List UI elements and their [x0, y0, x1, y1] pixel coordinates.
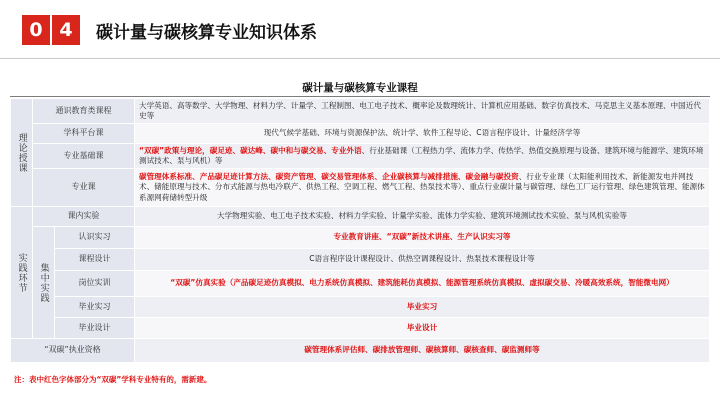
table-row [11, 99, 710, 124]
row-content [135, 99, 710, 124]
row-content: 毕业设计 [135, 318, 710, 339]
row-name: 毕业实习 [55, 297, 135, 318]
row-content: 碳管理体系评估师、碳排放管理师、碳核算师、碳核查师、碳监测师等 [135, 339, 710, 363]
category-practice: 实践环节 [11, 207, 33, 339]
table-row [11, 207, 710, 227]
row-name: 课程设计 [55, 249, 135, 271]
row-content [135, 124, 710, 144]
content-text: 、行业专业课（太阳能利用技术、新能源发电并网技术、储能原理与技术、分布式能源与热电冷联产、供热工程、空调工程、燃气工程、热泵技术等）、重点行业碳计量与碳管理、绿色工厂运行管理、绿色建筑管理、能源体系源网荷储转型升级 [139, 172, 705, 202]
content-text: 现代气候学基础、环境与资源保护法、统计学、软件工程导论、C语言程序设计、计量经济学等 [263, 128, 581, 138]
slide-title: 碳计量与碳核算专业知识体系 [96, 23, 317, 43]
table-title-underline [10, 96, 710, 97]
content-text: 大学英语、高等数学、大学物理、材料力学、计量学、工程制图、电工电子技术、概率论及数理统计、计算机应用基础、数字仿真技术、马克思主义基本原理、中国近代史等 [139, 100, 701, 120]
table-row [11, 124, 710, 144]
row-content: C语言程序设计课程设计、供热空调课程设计、热泵技术课程设计等 [135, 249, 710, 271]
table-row [11, 144, 710, 169]
slide-header [0, 0, 720, 60]
row-name: 认识实习 [55, 227, 135, 249]
table-row [11, 297, 710, 318]
footnote: 注：表中红色字体部分为“双碳”学科专业特有的，需新建。 [14, 375, 212, 384]
table-row [11, 318, 710, 339]
table-row [11, 249, 710, 271]
section-number-left: 0 [29, 19, 43, 41]
content-text-highlight: “双碳”政策与理论，碳足迹、碳达峰、碳中和与碳交易、专业外语 [139, 145, 362, 155]
table-row [11, 169, 710, 207]
row-name: 岗位实训 [55, 271, 135, 297]
table-row [11, 227, 710, 249]
content-text-highlight: 碳管理体系标准、产品碳足迹计算方法、碳资产管理、碳交易管理体系、企业碳核算与减排措施、碳金融与碳投资 [139, 172, 519, 182]
row-content: 大学物理实验、电工电子技术实验、材料力学实验、计量学实验、流体力学实验、建筑环境测试技术实验、泵与风机实验等 [135, 207, 710, 227]
header-divider [0, 58, 720, 59]
row-content: 专业教育讲座、“双碳”新技术讲座、生产认识实习等 [135, 227, 710, 249]
row-content: “双碳”仿真实验（产品碳足迹仿真模拟、电力系统仿真模拟、建筑能耗仿真模拟、能源管理系统仿真模拟、虚拟碳交易、冷暖高效系统，智能微电网） [135, 271, 710, 297]
table-row [11, 339, 710, 363]
category-concentrated-practice: 集中实践 [33, 227, 55, 339]
row-name: 通识教育类课程 [33, 99, 135, 124]
row-content [135, 144, 710, 169]
row-name: “双碳”执业资格 [11, 339, 135, 363]
row-name: 毕业设计 [55, 318, 135, 339]
content-text: 、行业基础课（工程热力学、流体力学、传热学、热值交换原理与设备、建筑环境与能源学、建筑环境测试技术、泵与风机）等 [139, 145, 704, 165]
row-name: 学科平台课 [33, 124, 135, 144]
table-title: 碳计量与碳核算专业课程 [302, 82, 418, 94]
row-name: 课内实验 [33, 207, 135, 227]
row-content [135, 169, 710, 207]
row-name: 专业基础课 [33, 144, 135, 169]
category-theory: 理论授课 [11, 99, 33, 207]
row-name: 专业课 [33, 169, 135, 207]
section-number-right: 4 [59, 19, 73, 41]
curriculum-table [10, 98, 710, 363]
section-number-badge [22, 15, 80, 45]
table-row [11, 271, 710, 297]
row-content: 毕业实习 [135, 297, 710, 318]
